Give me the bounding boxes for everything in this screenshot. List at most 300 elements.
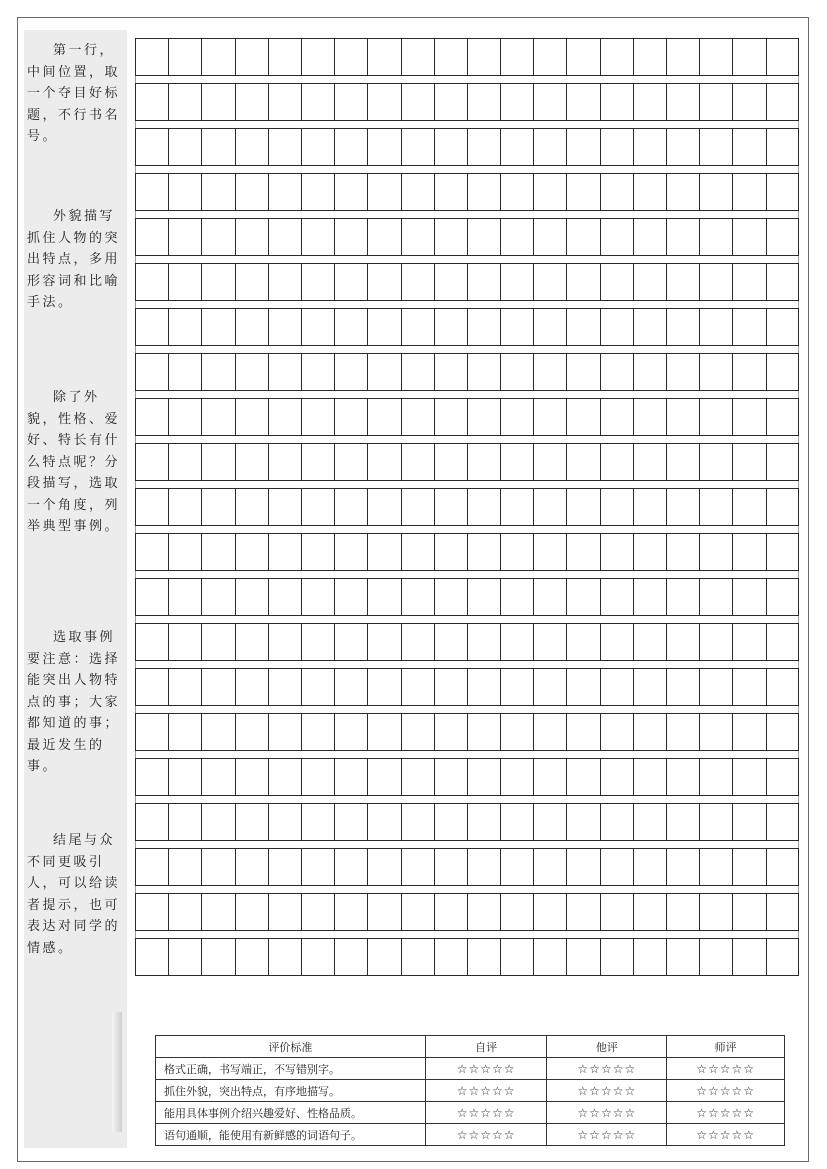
grid-cell[interactable]	[334, 264, 367, 300]
grid-cell[interactable]	[699, 264, 732, 300]
grid-cell[interactable]	[168, 399, 201, 435]
grid-cell[interactable]	[666, 714, 699, 750]
grid-cell[interactable]	[732, 894, 765, 930]
grid-cell[interactable]	[467, 309, 500, 345]
grid-cell[interactable]	[235, 849, 268, 885]
grid-cell[interactable]	[666, 84, 699, 120]
grid-cell[interactable]	[334, 399, 367, 435]
grid-cell[interactable]	[533, 399, 566, 435]
grid-cell[interactable]	[201, 939, 234, 975]
grid-cell[interactable]	[732, 219, 765, 255]
grid-cell[interactable]	[201, 84, 234, 120]
grid-cell[interactable]	[766, 39, 799, 75]
grid-cell[interactable]	[434, 489, 467, 525]
grid-cell[interactable]	[732, 84, 765, 120]
grid-cell[interactable]	[168, 219, 201, 255]
grid-cell[interactable]	[334, 534, 367, 570]
grid-cell[interactable]	[566, 534, 599, 570]
grid-cell[interactable]	[434, 714, 467, 750]
grid-cell[interactable]	[666, 624, 699, 660]
grid-cell[interactable]	[334, 759, 367, 795]
grid-cell[interactable]	[334, 804, 367, 840]
grid-cell[interactable]	[633, 84, 666, 120]
grid-cell[interactable]	[633, 354, 666, 390]
grid-cell[interactable]	[135, 939, 168, 975]
grid-cell[interactable]	[268, 39, 301, 75]
grid-cell[interactable]	[666, 309, 699, 345]
grid-cell[interactable]	[135, 849, 168, 885]
grid-cell[interactable]	[467, 129, 500, 165]
grid-cell[interactable]	[434, 219, 467, 255]
grid-cell[interactable]	[500, 264, 533, 300]
grid-cell[interactable]	[268, 354, 301, 390]
grid-cell[interactable]	[699, 489, 732, 525]
grid-cell[interactable]	[367, 624, 400, 660]
grid-cell[interactable]	[168, 309, 201, 345]
grid-cell[interactable]	[732, 714, 765, 750]
grid-cell[interactable]	[201, 894, 234, 930]
grid-cell[interactable]	[500, 354, 533, 390]
grid-cell[interactable]	[201, 714, 234, 750]
grid-cell[interactable]	[201, 444, 234, 480]
grid-cell[interactable]	[168, 174, 201, 210]
grid-cell[interactable]	[467, 489, 500, 525]
grid-cell[interactable]	[367, 444, 400, 480]
grid-cell[interactable]	[533, 39, 566, 75]
self-rating[interactable]: ☆☆☆☆☆	[425, 1058, 547, 1080]
grid-cell[interactable]	[500, 624, 533, 660]
grid-cell[interactable]	[334, 219, 367, 255]
grid-cell[interactable]	[633, 399, 666, 435]
grid-cell[interactable]	[268, 894, 301, 930]
grid-cell[interactable]	[135, 309, 168, 345]
grid-cell[interactable]	[533, 489, 566, 525]
grid-cell[interactable]	[633, 39, 666, 75]
grid-cell[interactable]	[566, 174, 599, 210]
grid-cell[interactable]	[533, 579, 566, 615]
grid-cell[interactable]	[301, 534, 334, 570]
grid-cell[interactable]	[135, 129, 168, 165]
grid-cell[interactable]	[367, 489, 400, 525]
grid-cell[interactable]	[401, 84, 434, 120]
grid-cell[interactable]	[533, 849, 566, 885]
self-rating[interactable]: ☆☆☆☆☆	[425, 1102, 547, 1124]
grid-cell[interactable]	[467, 219, 500, 255]
grid-cell[interactable]	[732, 399, 765, 435]
grid-cell[interactable]	[500, 894, 533, 930]
grid-cell[interactable]	[500, 534, 533, 570]
grid-cell[interactable]	[201, 219, 234, 255]
grid-cell[interactable]	[401, 129, 434, 165]
grid-cell[interactable]	[633, 894, 666, 930]
grid-cell[interactable]	[699, 354, 732, 390]
grid-cell[interactable]	[500, 174, 533, 210]
grid-cell[interactable]	[766, 399, 799, 435]
grid-cell[interactable]	[633, 219, 666, 255]
grid-cell[interactable]	[367, 174, 400, 210]
grid-cell[interactable]	[135, 804, 168, 840]
grid-cell[interactable]	[235, 534, 268, 570]
grid-cell[interactable]	[135, 624, 168, 660]
grid-cell[interactable]	[367, 759, 400, 795]
grid-cell[interactable]	[334, 579, 367, 615]
grid-cell[interactable]	[367, 534, 400, 570]
grid-cell[interactable]	[666, 759, 699, 795]
grid-cell[interactable]	[367, 669, 400, 705]
grid-cell[interactable]	[434, 669, 467, 705]
grid-cell[interactable]	[566, 354, 599, 390]
grid-cell[interactable]	[699, 534, 732, 570]
grid-cell[interactable]	[401, 489, 434, 525]
grid-cell[interactable]	[135, 399, 168, 435]
grid-cell[interactable]	[766, 264, 799, 300]
grid-cell[interactable]	[434, 624, 467, 660]
grid-cell[interactable]	[301, 129, 334, 165]
grid-cell[interactable]	[168, 624, 201, 660]
grid-cell[interactable]	[235, 309, 268, 345]
grid-cell[interactable]	[334, 354, 367, 390]
grid-cell[interactable]	[467, 579, 500, 615]
grid-cell[interactable]	[666, 219, 699, 255]
grid-cell[interactable]	[732, 354, 765, 390]
grid-cell[interactable]	[566, 849, 599, 885]
grid-cell[interactable]	[268, 759, 301, 795]
grid-cell[interactable]	[235, 174, 268, 210]
grid-cell[interactable]	[235, 939, 268, 975]
grid-cell[interactable]	[235, 264, 268, 300]
grid-cell[interactable]	[732, 849, 765, 885]
grid-cell[interactable]	[401, 849, 434, 885]
grid-cell[interactable]	[201, 849, 234, 885]
grid-cell[interactable]	[301, 804, 334, 840]
grid-cell[interactable]	[367, 129, 400, 165]
grid-cell[interactable]	[434, 759, 467, 795]
grid-cell[interactable]	[434, 444, 467, 480]
grid-cell[interactable]	[600, 129, 633, 165]
grid-cell[interactable]	[168, 669, 201, 705]
grid-cell[interactable]	[600, 894, 633, 930]
grid-cell[interactable]	[566, 39, 599, 75]
grid-cell[interactable]	[699, 894, 732, 930]
grid-cell[interactable]	[766, 939, 799, 975]
grid-cell[interactable]	[600, 624, 633, 660]
grid-cell[interactable]	[766, 174, 799, 210]
grid-cell[interactable]	[168, 264, 201, 300]
grid-cell[interactable]	[600, 354, 633, 390]
grid-cell[interactable]	[633, 669, 666, 705]
grid-cell[interactable]	[566, 669, 599, 705]
grid-cell[interactable]	[500, 489, 533, 525]
grid-cell[interactable]	[268, 939, 301, 975]
grid-cell[interactable]	[268, 309, 301, 345]
grid-cell[interactable]	[367, 399, 400, 435]
grid-cell[interactable]	[766, 129, 799, 165]
grid-cell[interactable]	[467, 444, 500, 480]
grid-cell[interactable]	[135, 894, 168, 930]
grid-cell[interactable]	[533, 669, 566, 705]
grid-cell[interactable]	[201, 489, 234, 525]
grid-cell[interactable]	[401, 894, 434, 930]
grid-cell[interactable]	[168, 804, 201, 840]
grid-cell[interactable]	[401, 399, 434, 435]
grid-cell[interactable]	[566, 444, 599, 480]
grid-cell[interactable]	[766, 219, 799, 255]
grid-cell[interactable]	[633, 444, 666, 480]
grid-cell[interactable]	[367, 354, 400, 390]
grid-cell[interactable]	[566, 624, 599, 660]
grid-cell[interactable]	[301, 759, 334, 795]
grid-cell[interactable]	[732, 309, 765, 345]
grid-cell[interactable]	[201, 354, 234, 390]
grid-cell[interactable]	[168, 39, 201, 75]
grid-cell[interactable]	[268, 804, 301, 840]
grid-cell[interactable]	[766, 894, 799, 930]
grid-cell[interactable]	[401, 534, 434, 570]
grid-cell[interactable]	[135, 354, 168, 390]
grid-cell[interactable]	[732, 444, 765, 480]
grid-cell[interactable]	[301, 489, 334, 525]
teacher-rating[interactable]: ☆☆☆☆☆	[667, 1080, 785, 1102]
peer-rating[interactable]: ☆☆☆☆☆	[547, 1080, 667, 1102]
grid-cell[interactable]	[732, 624, 765, 660]
grid-cell[interactable]	[301, 264, 334, 300]
grid-cell[interactable]	[699, 219, 732, 255]
peer-rating[interactable]: ☆☆☆☆☆	[547, 1102, 667, 1124]
grid-cell[interactable]	[699, 759, 732, 795]
grid-cell[interactable]	[732, 579, 765, 615]
grid-cell[interactable]	[666, 939, 699, 975]
grid-cell[interactable]	[500, 714, 533, 750]
grid-cell[interactable]	[301, 39, 334, 75]
grid-cell[interactable]	[235, 804, 268, 840]
grid-cell[interactable]	[600, 669, 633, 705]
grid-cell[interactable]	[600, 444, 633, 480]
grid-cell[interactable]	[434, 894, 467, 930]
grid-cell[interactable]	[500, 669, 533, 705]
grid-cell[interactable]	[401, 174, 434, 210]
grid-cell[interactable]	[201, 399, 234, 435]
grid-cell[interactable]	[566, 129, 599, 165]
grid-cell[interactable]	[500, 759, 533, 795]
grid-cell[interactable]	[434, 309, 467, 345]
grid-cell[interactable]	[633, 804, 666, 840]
grid-cell[interactable]	[235, 354, 268, 390]
grid-cell[interactable]	[566, 219, 599, 255]
grid-cell[interactable]	[235, 624, 268, 660]
grid-cell[interactable]	[334, 894, 367, 930]
grid-cell[interactable]	[600, 399, 633, 435]
grid-cell[interactable]	[766, 759, 799, 795]
grid-cell[interactable]	[201, 534, 234, 570]
grid-cell[interactable]	[633, 489, 666, 525]
grid-cell[interactable]	[666, 579, 699, 615]
grid-cell[interactable]	[633, 129, 666, 165]
grid-cell[interactable]	[434, 84, 467, 120]
grid-cell[interactable]	[699, 939, 732, 975]
grid-cell[interactable]	[467, 39, 500, 75]
grid-cell[interactable]	[235, 759, 268, 795]
grid-cell[interactable]	[666, 894, 699, 930]
grid-cell[interactable]	[268, 669, 301, 705]
grid-cell[interactable]	[699, 624, 732, 660]
grid-cell[interactable]	[235, 444, 268, 480]
grid-cell[interactable]	[766, 534, 799, 570]
grid-cell[interactable]	[401, 804, 434, 840]
grid-cell[interactable]	[533, 804, 566, 840]
grid-cell[interactable]	[732, 489, 765, 525]
grid-cell[interactable]	[268, 849, 301, 885]
grid-cell[interactable]	[666, 39, 699, 75]
grid-cell[interactable]	[401, 39, 434, 75]
grid-cell[interactable]	[533, 309, 566, 345]
grid-cell[interactable]	[367, 579, 400, 615]
grid-cell[interactable]	[367, 84, 400, 120]
grid-cell[interactable]	[566, 399, 599, 435]
grid-cell[interactable]	[666, 354, 699, 390]
grid-cell[interactable]	[467, 669, 500, 705]
grid-cell[interactable]	[766, 579, 799, 615]
grid-cell[interactable]	[666, 174, 699, 210]
grid-cell[interactable]	[500, 399, 533, 435]
grid-cell[interactable]	[467, 849, 500, 885]
grid-cell[interactable]	[633, 309, 666, 345]
grid-cell[interactable]	[533, 84, 566, 120]
grid-cell[interactable]	[732, 174, 765, 210]
grid-cell[interactable]	[235, 129, 268, 165]
grid-cell[interactable]	[732, 939, 765, 975]
grid-cell[interactable]	[533, 219, 566, 255]
grid-cell[interactable]	[168, 444, 201, 480]
grid-cell[interactable]	[268, 219, 301, 255]
grid-cell[interactable]	[533, 129, 566, 165]
grid-cell[interactable]	[135, 669, 168, 705]
grid-cell[interactable]	[301, 309, 334, 345]
teacher-rating[interactable]: ☆☆☆☆☆	[667, 1124, 785, 1146]
grid-cell[interactable]	[467, 759, 500, 795]
grid-cell[interactable]	[500, 444, 533, 480]
grid-cell[interactable]	[135, 714, 168, 750]
grid-cell[interactable]	[600, 759, 633, 795]
grid-cell[interactable]	[235, 84, 268, 120]
grid-cell[interactable]	[168, 939, 201, 975]
grid-cell[interactable]	[533, 939, 566, 975]
grid-cell[interactable]	[533, 624, 566, 660]
grid-cell[interactable]	[732, 264, 765, 300]
grid-cell[interactable]	[566, 489, 599, 525]
grid-cell[interactable]	[301, 84, 334, 120]
grid-cell[interactable]	[467, 624, 500, 660]
grid-cell[interactable]	[301, 714, 334, 750]
grid-cell[interactable]	[168, 84, 201, 120]
grid-cell[interactable]	[401, 309, 434, 345]
grid-cell[interactable]	[168, 489, 201, 525]
grid-cell[interactable]	[301, 174, 334, 210]
grid-cell[interactable]	[766, 84, 799, 120]
grid-cell[interactable]	[135, 39, 168, 75]
grid-cell[interactable]	[401, 354, 434, 390]
grid-cell[interactable]	[600, 714, 633, 750]
grid-cell[interactable]	[434, 399, 467, 435]
grid-cell[interactable]	[699, 84, 732, 120]
grid-cell[interactable]	[235, 894, 268, 930]
grid-cell[interactable]	[566, 714, 599, 750]
grid-cell[interactable]	[334, 714, 367, 750]
grid-cell[interactable]	[500, 129, 533, 165]
grid-cell[interactable]	[334, 849, 367, 885]
grid-cell[interactable]	[135, 759, 168, 795]
grid-cell[interactable]	[367, 39, 400, 75]
grid-cell[interactable]	[434, 174, 467, 210]
grid-cell[interactable]	[301, 354, 334, 390]
grid-cell[interactable]	[467, 354, 500, 390]
grid-cell[interactable]	[600, 219, 633, 255]
grid-cell[interactable]	[434, 849, 467, 885]
grid-cell[interactable]	[235, 579, 268, 615]
grid-cell[interactable]	[201, 264, 234, 300]
grid-cell[interactable]	[168, 579, 201, 615]
grid-cell[interactable]	[766, 849, 799, 885]
grid-cell[interactable]	[633, 624, 666, 660]
grid-cell[interactable]	[235, 399, 268, 435]
grid-cell[interactable]	[135, 174, 168, 210]
grid-cell[interactable]	[566, 264, 599, 300]
grid-cell[interactable]	[666, 129, 699, 165]
grid-cell[interactable]	[467, 534, 500, 570]
grid-cell[interactable]	[699, 399, 732, 435]
grid-cell[interactable]	[301, 219, 334, 255]
grid-cell[interactable]	[600, 939, 633, 975]
grid-cell[interactable]	[301, 669, 334, 705]
grid-cell[interactable]	[699, 129, 732, 165]
teacher-rating[interactable]: ☆☆☆☆☆	[667, 1058, 785, 1080]
grid-cell[interactable]	[301, 444, 334, 480]
grid-cell[interactable]	[201, 669, 234, 705]
grid-cell[interactable]	[235, 669, 268, 705]
grid-cell[interactable]	[467, 714, 500, 750]
grid-cell[interactable]	[334, 444, 367, 480]
grid-cell[interactable]	[168, 354, 201, 390]
grid-cell[interactable]	[334, 309, 367, 345]
grid-cell[interactable]	[334, 174, 367, 210]
grid-cell[interactable]	[135, 489, 168, 525]
grid-cell[interactable]	[699, 714, 732, 750]
grid-cell[interactable]	[699, 804, 732, 840]
grid-cell[interactable]	[434, 534, 467, 570]
grid-cell[interactable]	[135, 264, 168, 300]
grid-cell[interactable]	[334, 669, 367, 705]
grid-cell[interactable]	[301, 399, 334, 435]
grid-cell[interactable]	[334, 624, 367, 660]
grid-cell[interactable]	[699, 39, 732, 75]
grid-cell[interactable]	[201, 129, 234, 165]
grid-cell[interactable]	[168, 849, 201, 885]
grid-cell[interactable]	[633, 939, 666, 975]
grid-cell[interactable]	[699, 444, 732, 480]
grid-cell[interactable]	[500, 219, 533, 255]
grid-cell[interactable]	[633, 264, 666, 300]
grid-cell[interactable]	[268, 579, 301, 615]
grid-cell[interactable]	[268, 624, 301, 660]
grid-cell[interactable]	[533, 759, 566, 795]
grid-cell[interactable]	[268, 534, 301, 570]
grid-cell[interactable]	[235, 219, 268, 255]
grid-cell[interactable]	[401, 579, 434, 615]
grid-cell[interactable]	[401, 444, 434, 480]
grid-cell[interactable]	[633, 534, 666, 570]
grid-cell[interactable]	[533, 264, 566, 300]
grid-cell[interactable]	[268, 174, 301, 210]
grid-cell[interactable]	[699, 309, 732, 345]
